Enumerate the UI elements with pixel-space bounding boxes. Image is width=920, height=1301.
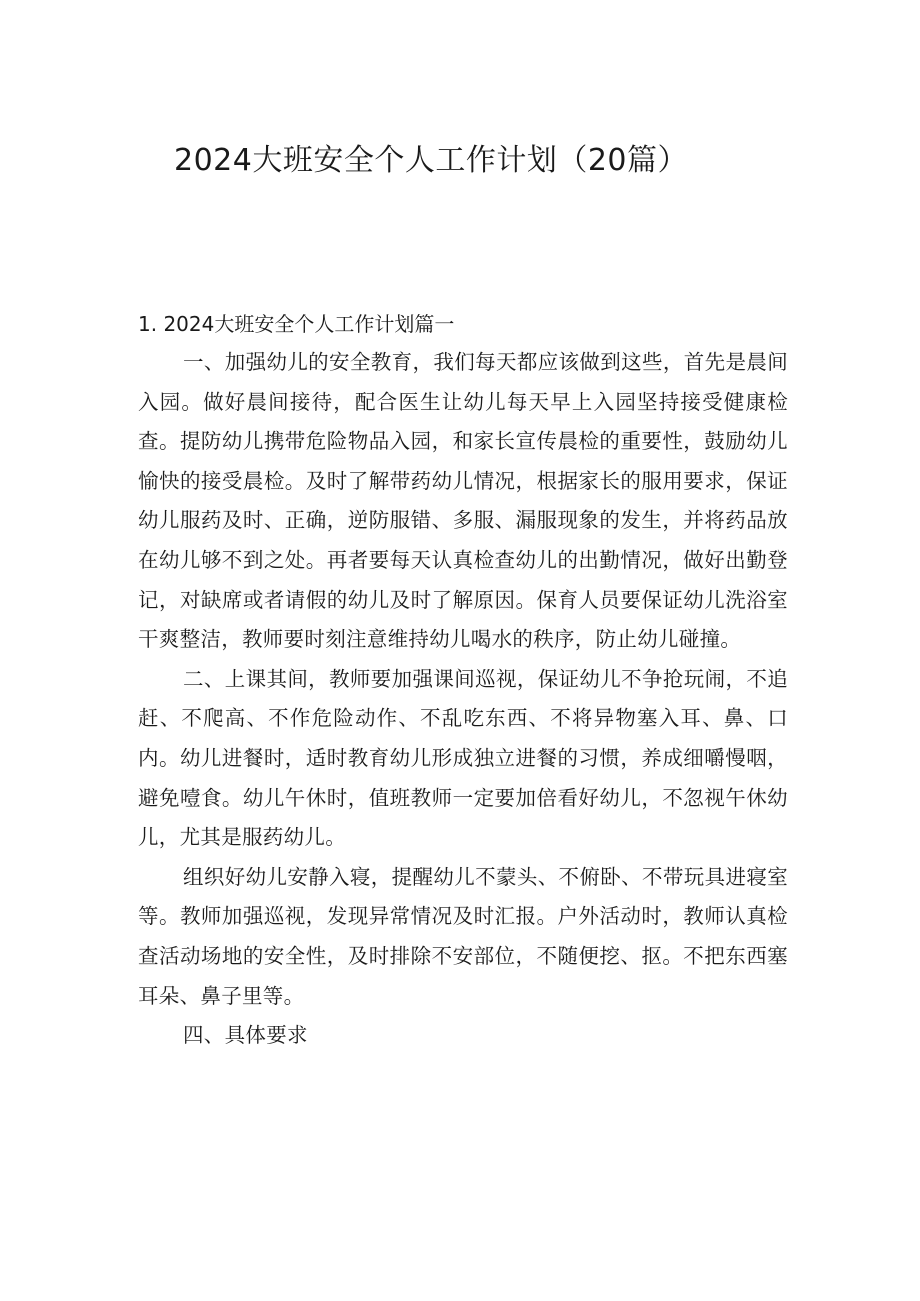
document-title: 2024大班安全个人工作计划（20篇） [174,143,689,179]
paragraph-3: 组织好幼儿安静入寝，提醒幼儿不蒙头、不俯卧、不带玩具进寝室等。教师加强巡视，发现异常情况及时汇报。户外活动时，教师认真检查活动场地的安全性，及时排除不安部位，不随便挖、抠。不把东西塞耳朵、鼻子里等。 [138,864,788,1008]
paragraph-2: 二、上课其间，教师要加强课间巡视，保证幼儿不争抢玩闹，不追赶、不爬高、不作危险动作、不乱吃东西、不将异物塞入耳、鼻、口内。幼儿进餐时，适时教育幼儿形成独立进餐的习惯，养成细嚼慢咽，避免噎食。幼儿午休时，值班教师一定要加倍看好幼儿，不忽视午休幼儿，尤其是服药幼儿。 [138,666,788,850]
paragraph-4: 四、具体要求 [183,1023,308,1048]
paragraph-1: 一、加强幼儿的安全教育，我们每天都应该做到这些，首先是晨间入园。做好晨间接待，配合医生让幼儿每天早上入园坚持接受健康检查。提防幼儿携带危险物品入园，和家长宣传晨检的重要性，鼓励幼儿愉快的接受晨检。及时了解带药幼儿情况，根据家长的服用要求，保证幼儿服药及时、正确，逆防服错、多服、漏服现象的发生，并将药品放在幼儿够不到之处。再者要每天认真检查幼儿的出勤情况，做好出勤登记，对缺席或者请假的幼儿及时了解原因。保育人员要保证幼儿洗浴室干爽整洁，教师要时刻注意维持幼儿喝水的秩序，防止幼儿碰撞。 [138,350,788,652]
section-heading: 1. 2024大班安全个人工作计划篇一 [138,312,455,336]
document-body [138,305,788,1056]
